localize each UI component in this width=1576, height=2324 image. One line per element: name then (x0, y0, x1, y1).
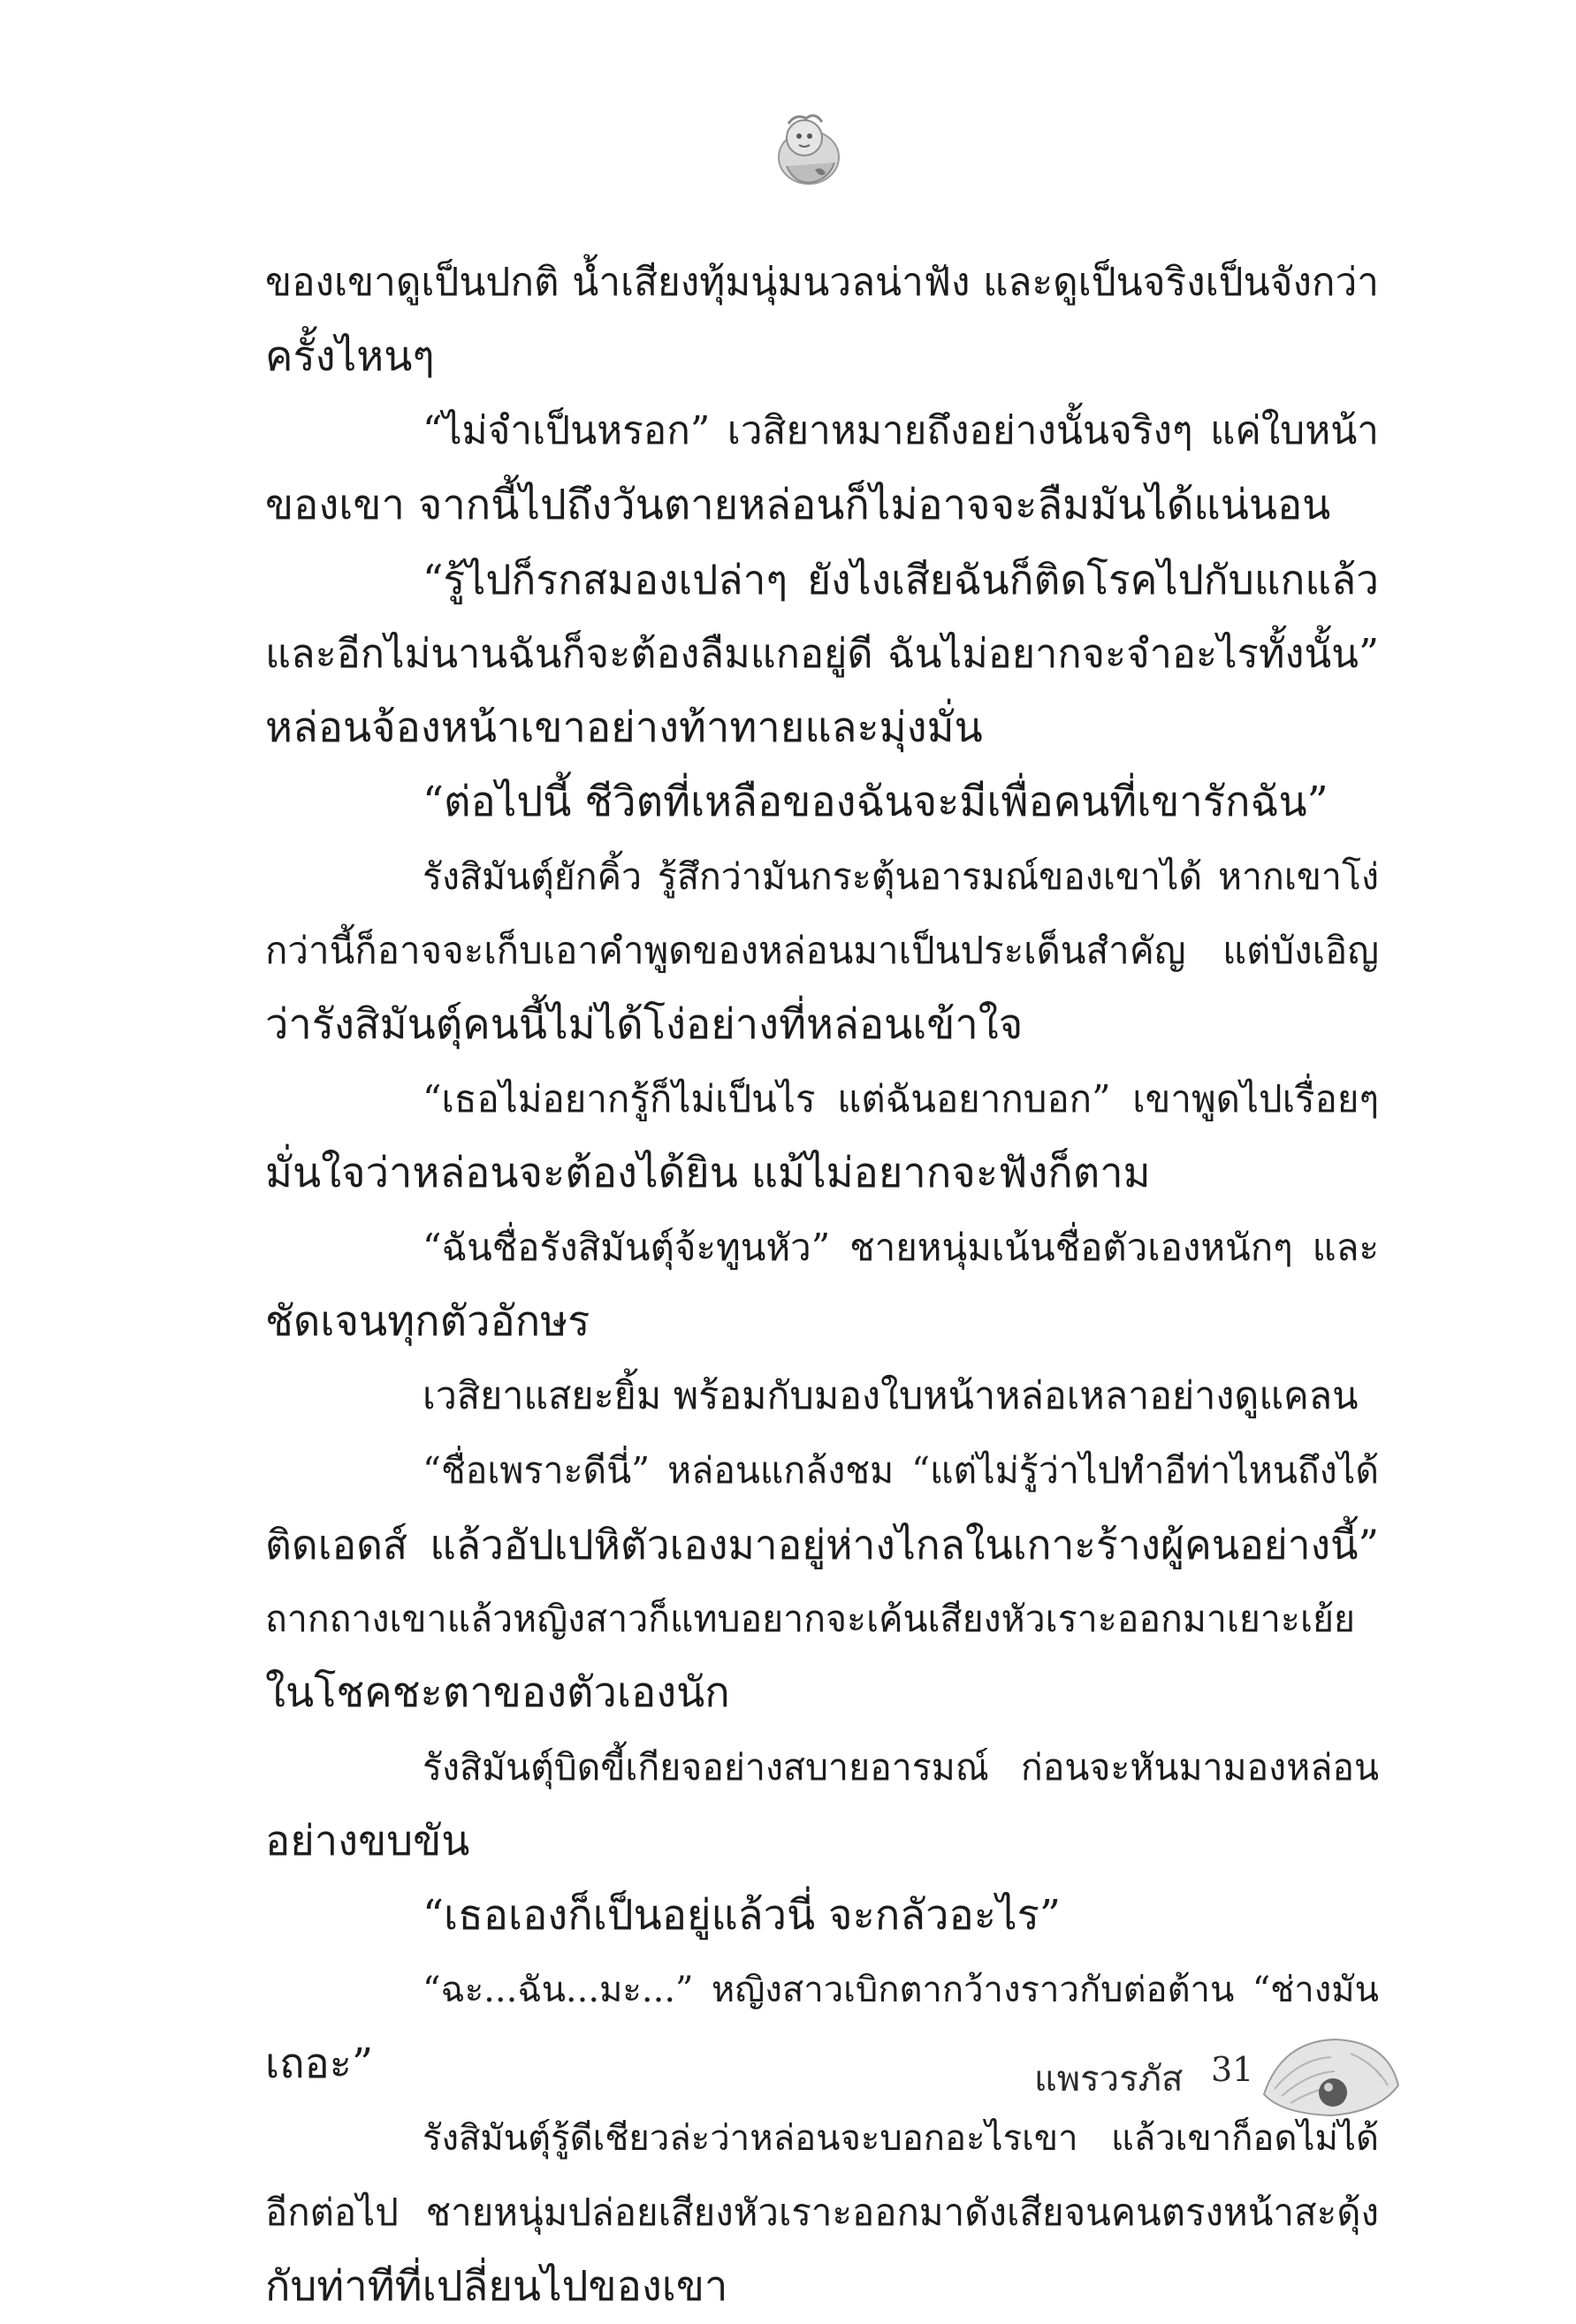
text-line: กว่านี้ก็อาจจะเก็บเอาคำพูดของหล่อนมาเป็นประเด็นสำคัญ แต่บังเอิญ (265, 929, 1379, 972)
text-line: ของเขาดูเป็นปกติ น้ำเสียงทุ้มนุ่มนวลน่าฟัง และดูเป็นจริงเป็นจังกว่า (265, 260, 1379, 305)
text-line: ชัดเจนทุกตัวอักษร (265, 1297, 590, 1346)
text-line: “ต่อไปนี้ ชีวิตที่เหลือของฉันจะมีเพื่อคนที่เขารักฉัน” (423, 778, 1329, 826)
body-text (265, 246, 1379, 2324)
text-line: มั่นใจว่าหล่อนจะต้องได้ยิน แม้ไม่อยากจะฟังก็ตาม (265, 1149, 1151, 1197)
text-line: “ชื่อเพราะดีนี่” หล่อนแกล้งชม “แต่ไม่รู้ว่าไปทำอีท่าไหนถึงได้ (423, 1449, 1379, 1492)
text-line: ถากถางเขาแล้วหญิงสาวก็แทบอยากจะเค้นเสียงหัวเราะออกมาเยาะเย้ย (265, 1598, 1356, 1640)
text-line: รังสิมันตุ์ยักคิ้ว รู้สึกว่ามันกระตุ้นอารมณ์ของเขาได้ หากเขาโง่ (423, 855, 1379, 898)
page-number: 31 (1211, 2050, 1254, 2089)
header-ornament-icon (760, 104, 857, 201)
text-line: ในโชคชะตาของตัวเองนัก (265, 1668, 730, 1717)
text-line: เวสิยาแสยะยิ้ม พร้อมกับมองใบหน้าหล่อเหลาอย่างดูแคลน (423, 1374, 1359, 1418)
text-line: “เธอเองก็เป็นอยู่แล้วนี่ จะกลัวอะไร” (423, 1891, 1061, 1940)
text-line: กับท่าทีที่เปลี่ยนไปของเขา (265, 2262, 728, 2311)
text-line: รังสิมันตุ์บิดขี้เกียจอย่างสบายอารมณ์ ก่อนจะหันมามองหล่อน (423, 1746, 1379, 1789)
text-line: ติดเอดส์ แล้วอัปเปหิตัวเองมาอยู่ห่างไกลในเกาะร้างผู้คนอย่างนี้” (265, 1521, 1379, 1568)
text-line: อีกต่อไป ชายหนุ่มปล่อยเสียงหัวเราะออกมาดังเสียจนคนตรงหน้าสะดุ้ง (265, 2191, 1379, 2234)
text-line: รังสิมันตุ์รู้ดีเชียวล่ะว่าหล่อนจะบอกอะไรเขา แล้วเขาก็อดไม่ได้ (423, 2118, 1379, 2159)
text-line: “ฉะ...ฉัน...มะ...” หญิงสาวเบิกตากว้างราวกับต่อต้าน “ช่างมัน (423, 1970, 1379, 2010)
text-line: “เธอไม่อยากรู้ก็ไม่เป็นไร แต่ฉันอยากบอก” เขาพูดไปเรื่อยๆ (423, 1077, 1379, 1120)
text-line: เถอะ” (265, 2039, 374, 2088)
text-line: “ฉันชื่อรังสิมันตุ์จ้ะทูนหัว” ชายหนุ่มเน้นชื่อตัวเองหนักๆ และ (423, 1226, 1379, 1269)
text-line: อย่างขบขัน (265, 1817, 470, 1865)
text-line: ว่ารังสิมันตุ์คนนี้ไม่ได้โง่อย่างที่หล่อนเข้าใจ (265, 1000, 1024, 1049)
text-line: “ไม่จำเป็นหรอก” เวสิยาหมายถึงอย่างนั้นจริงๆ แค่ใบหน้า (423, 408, 1379, 453)
text-line: “รู้ไปก็รกสมองเปล่าๆ ยังไงเสียฉันก็ติดโรคไปกับแกแล้ว (423, 556, 1379, 604)
page-footer (1034, 2024, 1414, 2130)
text-line: ครั้งไหนๆ (265, 332, 435, 381)
author-name: แพรวรภัส (1034, 2059, 1184, 2100)
pearl-shell-icon (1255, 2024, 1405, 2130)
text-line: หล่อนจ้องหน้าเขาอย่างท้าทายและมุ่งมั่น (265, 703, 983, 752)
text-line: และอีกไม่นานฉันก็จะต้องลืมแกอยู่ดี ฉันไม่อยากจะจำอะไรทั้งนั้น” (265, 630, 1379, 677)
text-line: ของเขา จากนี้ไปถึงวันตายหล่อนก็ไม่อาจจะลืมมันได้แน่นอน (265, 481, 1331, 529)
